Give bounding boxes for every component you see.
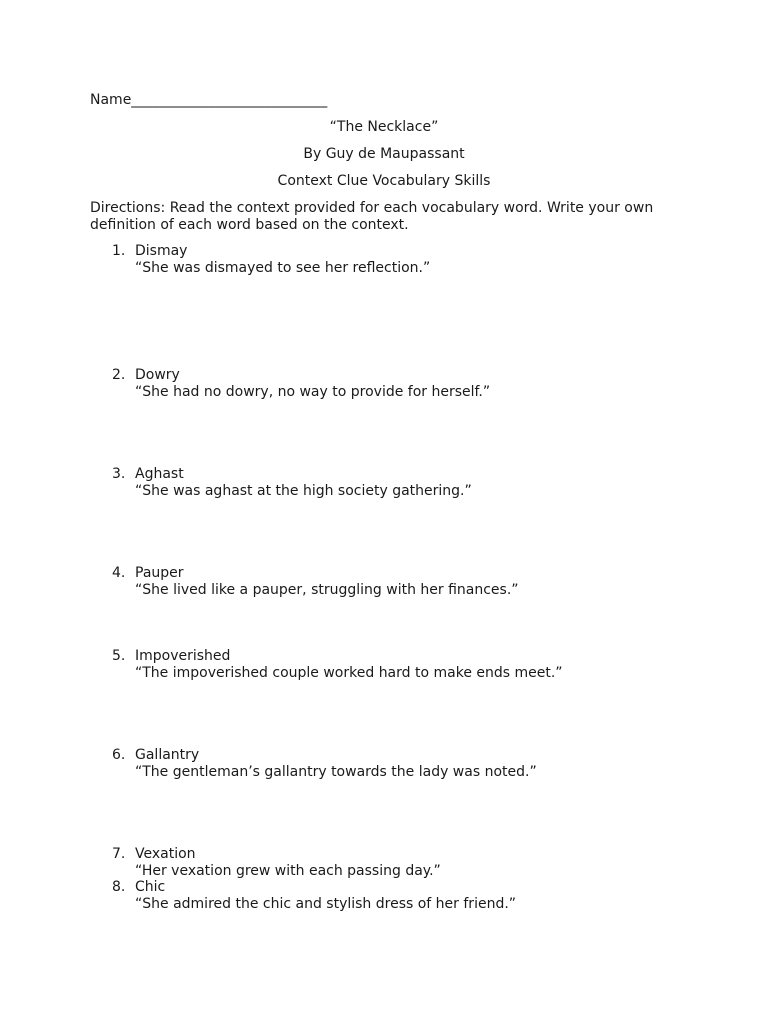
vocab-number: 1.: [112, 243, 126, 259]
author-line: By Guy de Maupassant: [303, 146, 465, 162]
worksheet-subtitle: Context Clue Vocabulary Skills: [277, 173, 491, 189]
vocab-context-quote: “She had no dowry, no way to provide for herself.”: [135, 383, 491, 400]
vocab-number: 7.: [112, 846, 126, 862]
vocab-word: Gallantry: [135, 747, 200, 763]
vocab-word: Vexation: [135, 846, 196, 862]
vocab-number: 5.: [112, 648, 126, 664]
vocab-context-quote: “She lived like a pauper, struggling with her finances.”: [135, 581, 519, 598]
directions-text: Directions: Read the context provided for each vocabulary word. Write your own definition of each word based on the context.: [90, 200, 654, 233]
name-field-label: Name____________________________: [90, 92, 328, 108]
vocab-word: Dismay: [135, 243, 188, 259]
vocab-word: Aghast: [135, 466, 184, 482]
vocab-context-quote: “The impoverished couple worked hard to make ends meet.”: [135, 664, 563, 681]
vocab-number: 6.: [112, 747, 126, 763]
vocab-context-quote: “She admired the chic and stylish dress of her friend.”: [135, 895, 517, 912]
vocab-context-quote: “The gentleman’s gallantry towards the lady was noted.”: [135, 763, 537, 780]
vocab-word: Pauper: [135, 565, 184, 581]
vocab-word: Dowry: [135, 367, 180, 383]
vocab-number: 8.: [112, 879, 126, 895]
vocab-context-quote: “She was dismayed to see her reflection.”: [135, 259, 431, 276]
vocab-word: Chic: [135, 879, 166, 895]
vocab-context-quote: “She was aghast at the high society gathering.”: [135, 482, 472, 499]
story-title: “The Necklace”: [329, 119, 439, 135]
vocab-number: 2.: [112, 367, 126, 383]
vocab-context-quote: “Her vexation grew with each passing day.”: [135, 862, 441, 879]
vocab-number: 3.: [112, 466, 126, 482]
vocab-number: 4.: [112, 565, 126, 581]
vocab-word: Impoverished: [135, 648, 231, 664]
